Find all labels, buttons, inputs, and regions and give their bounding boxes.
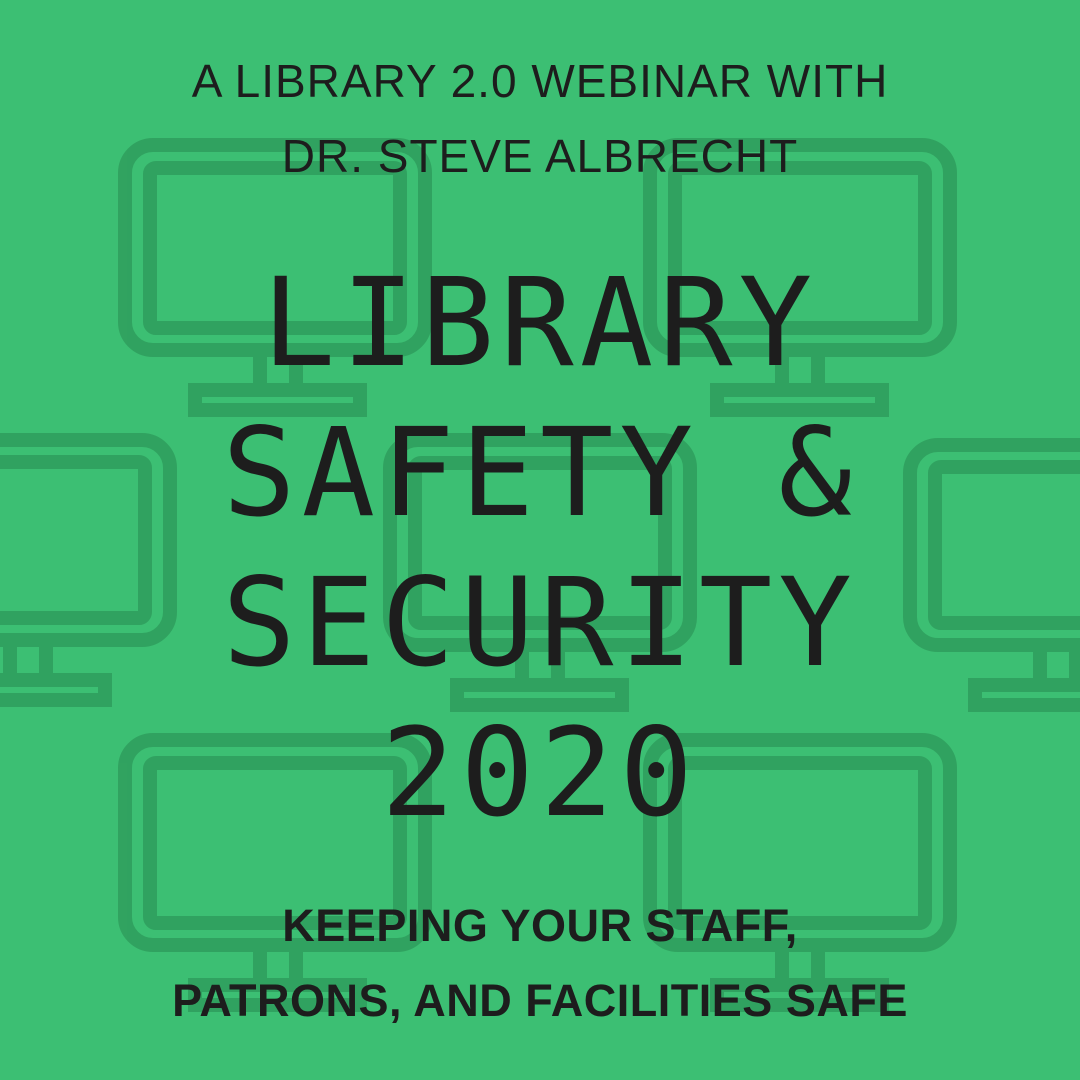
tagline-line-1: KEEPING YOUR STAFF, — [282, 900, 798, 951]
webinar-intro-line: A LIBRARY 2.0 WEBINAR WITH — [191, 55, 889, 107]
tagline-line-2: PATRONS, AND FACILITIES SAFE — [172, 975, 908, 1026]
presenter-name: DR. STEVE ALBRECHT — [281, 130, 799, 182]
title-line-year: 2020 — [381, 702, 699, 844]
title-line-safety: SAFETY & — [222, 402, 858, 544]
title-line-library: LIBRARY — [261, 252, 819, 394]
title-line-security: SECURITY — [222, 552, 858, 694]
